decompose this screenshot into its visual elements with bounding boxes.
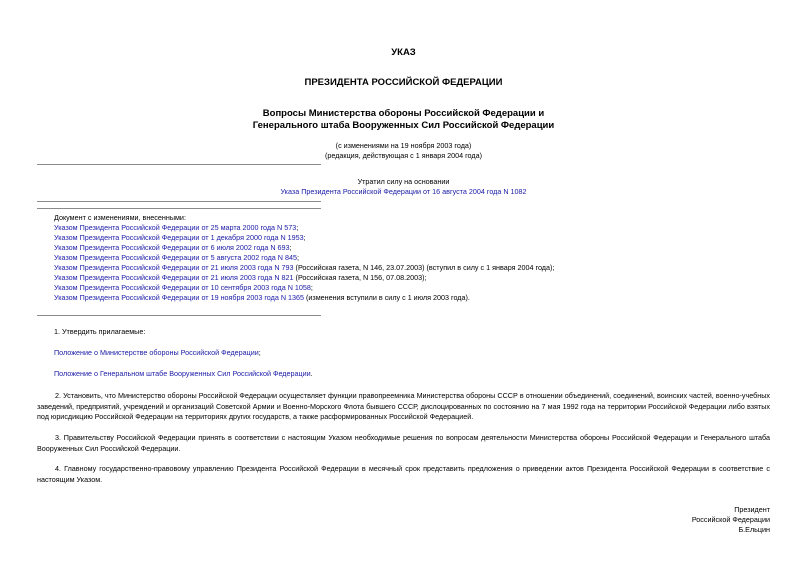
amendment-link[interactable]: Указом Президента Российской Федерации от 5 августа 2002 года N 845 bbox=[54, 253, 297, 262]
divider bbox=[37, 201, 321, 202]
list-item bbox=[54, 233, 774, 243]
list-item bbox=[54, 253, 774, 263]
attachment-2 bbox=[54, 369, 313, 379]
subject-line-2: Генерального штаба Вооруженных Сил Российской Федерации bbox=[252, 120, 555, 131]
paragraph-4-text: 4. Главному государственно-правовому управлению Президента Российской Федерации в месячный срок представить предложения о приведении актов Президента Российской Федерации в соответствие с настоящим Указом. bbox=[37, 464, 770, 484]
amendment-note: ; bbox=[296, 253, 299, 262]
document-type-title: УКАЗ bbox=[391, 47, 416, 58]
document-subject bbox=[0, 108, 807, 132]
paragraph-2-text: 2. Установить, что Министерство обороны Российской Федерации осуществляет функции правопреемника Министерства обороны СССР в отношении объединений, соединений, воинских частей, военно-учебных заведений, предприятий, учреждений и организаций Советской Армии и Военно-Морского Флота бывшего СССР, дислоцированных по состоянию на 7 мая 1992 года на территории Российской Федерации либо взятых под юрисдикцию Российской Федерации на территориях других государств, а также расформированных Российской Федерацией. bbox=[37, 391, 770, 421]
amendment-link[interactable]: Указом Президента Российской Федерации от 21 июля 2003 года N 821 bbox=[54, 273, 294, 282]
divider bbox=[37, 208, 321, 209]
attachment-1-suffix: ; bbox=[258, 348, 261, 357]
repeal-link[interactable]: Указа Президента Российской Федерации от 16 августа 2004 года N 1082 bbox=[280, 187, 527, 196]
list-item bbox=[54, 243, 774, 253]
amendment-link[interactable]: Указом Президента Российской Федерации от 25 марта 2000 года N 573 bbox=[54, 223, 297, 232]
signature-position: Президент bbox=[734, 505, 770, 514]
regulation-general-staff-link[interactable]: Положение о Генеральном штабе Вооруженных Сил Российской Федерации bbox=[54, 369, 311, 378]
list-item bbox=[54, 263, 774, 273]
amendment-link[interactable]: Указом Президента Российской Федерации от 1 декабря 2000 года N 1953 bbox=[54, 233, 304, 242]
amendment-note: ; bbox=[310, 283, 313, 292]
edit-note-edition: (редакция, действующая с 1 января 2004 года) bbox=[325, 151, 482, 160]
list-item bbox=[54, 223, 774, 233]
edit-notes bbox=[0, 141, 807, 161]
paragraph-1: 1. Утвердить прилагаемые: bbox=[54, 327, 146, 336]
list-item bbox=[54, 293, 774, 303]
list-item bbox=[54, 283, 774, 293]
amendment-link[interactable]: Указом Президента Российской Федерации от 21 июля 2003 года N 793 bbox=[54, 263, 294, 272]
paragraph-3-text: 3. Правительству Российской Федерации принять в соответствии с настоящим Указом необходимые решения по вопросам деятельности Министерства обороны Российской Федерации и Генерального штаба Вооруженных Сил Российской Федерации. bbox=[37, 433, 770, 453]
amendment-note: ; bbox=[303, 233, 306, 242]
changes-list bbox=[54, 223, 774, 303]
paragraph-4 bbox=[37, 464, 770, 485]
amendment-link[interactable]: Указом Президента Российской Федерации от 19 ноября 2003 года N 1365 bbox=[54, 293, 304, 302]
list-item bbox=[54, 273, 774, 283]
changes-block bbox=[54, 213, 774, 303]
regulation-mod-link[interactable]: Положение о Министерстве обороны Российской Федерации bbox=[54, 348, 259, 357]
attachment-2-suffix: . bbox=[310, 369, 313, 378]
amendment-note: (Российская газета, N 156, 07.08.2003); bbox=[293, 273, 427, 282]
amendment-link[interactable]: Указом Президента Российской Федерации от 10 сентября 2003 года N 1058 bbox=[54, 283, 311, 292]
amendment-note: ; bbox=[289, 243, 292, 252]
edit-note-changes: (с изменениями на 19 ноября 2003 года) bbox=[335, 141, 472, 150]
amendment-note: (изменения вступили в силу с 1 июля 2003 года). bbox=[304, 293, 470, 302]
attachment-1 bbox=[54, 348, 261, 358]
paragraph-3 bbox=[37, 433, 770, 454]
subject-line-1: Вопросы Министерства обороны Российской Федерации и bbox=[262, 108, 545, 119]
divider bbox=[37, 164, 321, 165]
amendment-note: ; bbox=[296, 223, 299, 232]
signature-block bbox=[692, 505, 770, 535]
divider bbox=[37, 315, 321, 316]
amendment-link[interactable]: Указом Президента Российской Федерации от 6 июля 2002 года N 693 bbox=[54, 243, 290, 252]
signature-name: Б.Ельцин bbox=[738, 525, 770, 534]
status-label: Утратил силу на основании bbox=[357, 177, 450, 186]
issuer-title: ПРЕЗИДЕНТА РОССИЙСКОЙ ФЕДЕРАЦИИ bbox=[304, 77, 503, 88]
paragraph-2 bbox=[37, 391, 770, 423]
changes-heading: Документ с изменениями, внесенными: bbox=[54, 213, 186, 222]
amendment-note: (Российская газета, N 146, 23.07.2003) (вступил в силу с 1 января 2004 года); bbox=[293, 263, 555, 272]
signature-country: Российской Федерации bbox=[691, 515, 770, 524]
status-block bbox=[0, 177, 807, 197]
